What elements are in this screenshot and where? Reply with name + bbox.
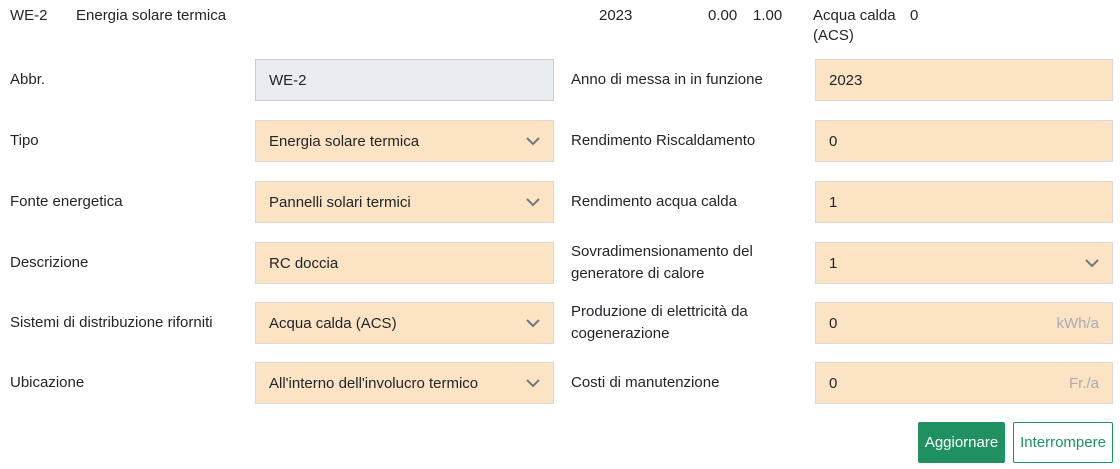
sistemi-distribuzione-value: Acqua calda (ACS) — [269, 314, 397, 332]
interrompere-button[interactable]: Interrompere — [1013, 422, 1113, 463]
ubicazione-value: All'interno dell'involucro termico — [269, 374, 479, 392]
abbr-label: Abbr. — [10, 71, 46, 88]
rendimento-riscaldamento-label: Rendimento Riscaldamento — [571, 132, 756, 149]
costi-manutenzione-value: 0 — [829, 374, 838, 392]
chevron-down-icon — [1085, 259, 1099, 268]
abbr-value: WE-2 — [269, 71, 307, 89]
anno-messa-in-funzione-label: Anno di messa in in funzione — [571, 71, 763, 88]
fonte-energetica-value: Pannelli solari termici — [269, 193, 411, 211]
sovradimensionamento-label: Sovradimensionamento del generatore di calore — [571, 243, 753, 282]
chevron-down-icon — [526, 198, 540, 207]
costi-manutenzione-input[interactable] — [815, 362, 1113, 404]
produzione-elettricita-value: 0 — [829, 314, 838, 332]
form-row-1 — [0, 59, 1120, 101]
rendimento-riscaldamento-input[interactable] — [815, 120, 1113, 162]
form-row-2 — [0, 120, 1120, 162]
tipo-value: Energia solare termica — [269, 132, 420, 150]
aggiornare-button[interactable]: Aggiornare — [918, 422, 1005, 463]
costi-manutenzione-label: Costi di manutenzione — [571, 374, 720, 391]
rendimento-riscaldamento-value: 0 — [829, 132, 838, 150]
rendimento-acqua-calda-value: 1 — [829, 193, 838, 211]
form-row-5 — [0, 302, 1120, 344]
summary-value-3: 0 — [910, 7, 919, 24]
abbr-input[interactable] — [255, 59, 554, 101]
summary-value-1: 0.00 — [708, 7, 738, 24]
rendimento-acqua-calda-input[interactable] — [815, 181, 1113, 223]
chevron-down-icon — [526, 379, 540, 388]
summary-type: Energia solare termica — [76, 7, 227, 24]
tipo-select[interactable] — [255, 120, 554, 162]
produzione-elettricita-unit: kWh/a — [1056, 314, 1099, 332]
summary-year: 2023 — [599, 7, 633, 24]
sovradimensionamento-select[interactable] — [815, 242, 1113, 284]
chevron-down-icon — [526, 137, 540, 146]
tipo-label: Tipo — [10, 132, 39, 149]
fonte-energetica-select[interactable] — [255, 181, 554, 223]
costi-manutenzione-unit: Fr./a — [1068, 374, 1099, 392]
form-row-4 — [0, 242, 1120, 284]
descrizione-label: Descrizione — [10, 254, 89, 271]
form-row-3 — [0, 181, 1120, 223]
fonte-energetica-label: Fonte energetica — [10, 193, 123, 210]
form-row-6 — [0, 362, 1120, 404]
sistemi-distribuzione-select[interactable] — [255, 302, 554, 344]
summary-value-2: 1.00 — [753, 7, 783, 24]
sistemi-distribuzione-label: Sistemi di distribuzione riforniti — [10, 314, 213, 331]
sovradimensionamento-value: 1 — [829, 254, 838, 272]
anno-messa-in-funzione-value: 2023 — [829, 71, 863, 89]
anno-messa-in-funzione-input[interactable] — [815, 59, 1113, 101]
ubicazione-label: Ubicazione — [10, 374, 85, 391]
descrizione-input[interactable] — [255, 242, 554, 284]
produzione-elettricita-input[interactable] — [815, 302, 1113, 344]
descrizione-value: RC doccia — [269, 254, 339, 272]
summary-code: WE-2 — [10, 7, 48, 24]
rendimento-acqua-calda-label: Rendimento acqua calda — [571, 193, 737, 210]
produzione-elettricita-label: Produzione di elettricità da cogenerazione — [571, 303, 748, 342]
chevron-down-icon — [526, 319, 540, 328]
ubicazione-select[interactable] — [255, 362, 554, 404]
summary-distribution: Acqua calda (ACS) — [813, 7, 896, 44]
